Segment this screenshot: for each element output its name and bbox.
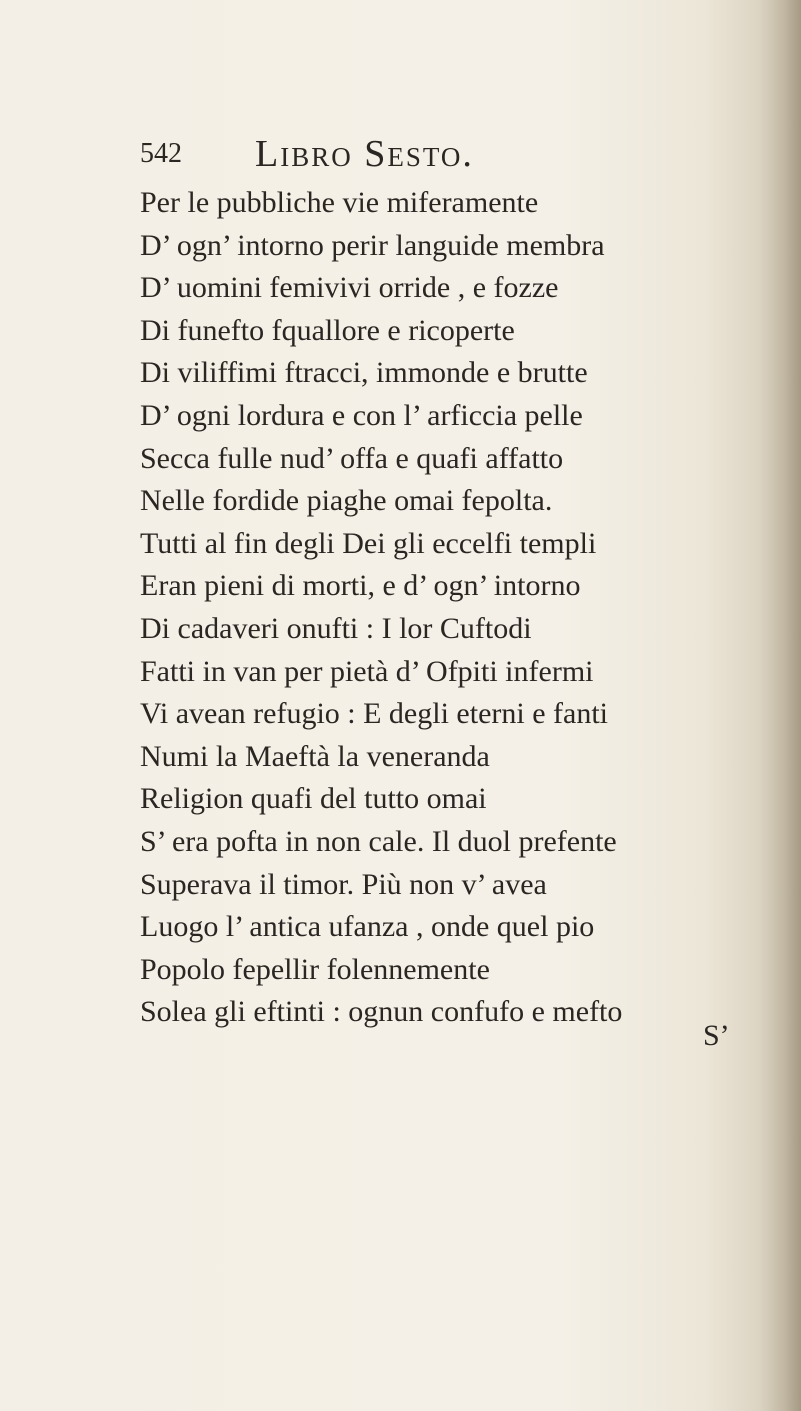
poem-line: D’ ogni lordura e con l’ arficcia pelle <box>140 398 583 432</box>
poem-line: Popolo fepellir folennemente <box>140 952 490 986</box>
catchword: S’ <box>703 1019 730 1052</box>
poem-line: Superava il timor. Più non v’ avea <box>140 867 547 901</box>
poem-line: Nelle fordide piaghe omai fepolta. <box>140 484 553 518</box>
poem-line: Di cadaveri onufti : I lor Cuftodi <box>140 611 532 645</box>
poem-line: Secca fulle nud’ offa e quafi affatto <box>140 441 564 475</box>
poem-line: Vi avean refugio : E degli eterni e fanti <box>140 697 609 731</box>
poem-line: Fatti in van per pietà d’ Ofpiti infermi <box>140 654 594 688</box>
poem-line: Per le pubbliche vie miferamente <box>140 186 539 219</box>
poem-line: Luogo l’ antica ufanza , onde quel pio <box>140 910 595 944</box>
poem-line: Numi la Maeftà la veneranda <box>140 739 490 773</box>
poem-line: Di funefto fquallore e ricoperte <box>140 313 515 347</box>
poem-line: Religion quafi del tutto omai <box>140 782 487 816</box>
page-header <box>140 132 640 175</box>
poem-line: Tutti al fin degli Dei gli eccelfi templi <box>140 526 597 560</box>
poem-text <box>140 182 700 1034</box>
page-edge-shadow <box>759 0 801 1411</box>
poem-line: S’ era pofta in non cale. Il duol prefente <box>140 824 617 858</box>
poem-line: Di viliffimi ftracci, immonde e brutte <box>140 356 588 390</box>
page-number: 542 <box>140 138 182 169</box>
running-title: Libro Sesto. <box>255 133 474 175</box>
poem-line: Solea gli eftinti : ognun confufo e mefto <box>140 995 623 1029</box>
poem-line: D’ uomini femivivi orride , e fozze <box>140 271 559 305</box>
poem-line: D’ ogn’ intorno perir languide membra <box>140 228 605 262</box>
poem-line: Eran pieni di morti, e d’ ogn’ intorno <box>140 569 581 603</box>
